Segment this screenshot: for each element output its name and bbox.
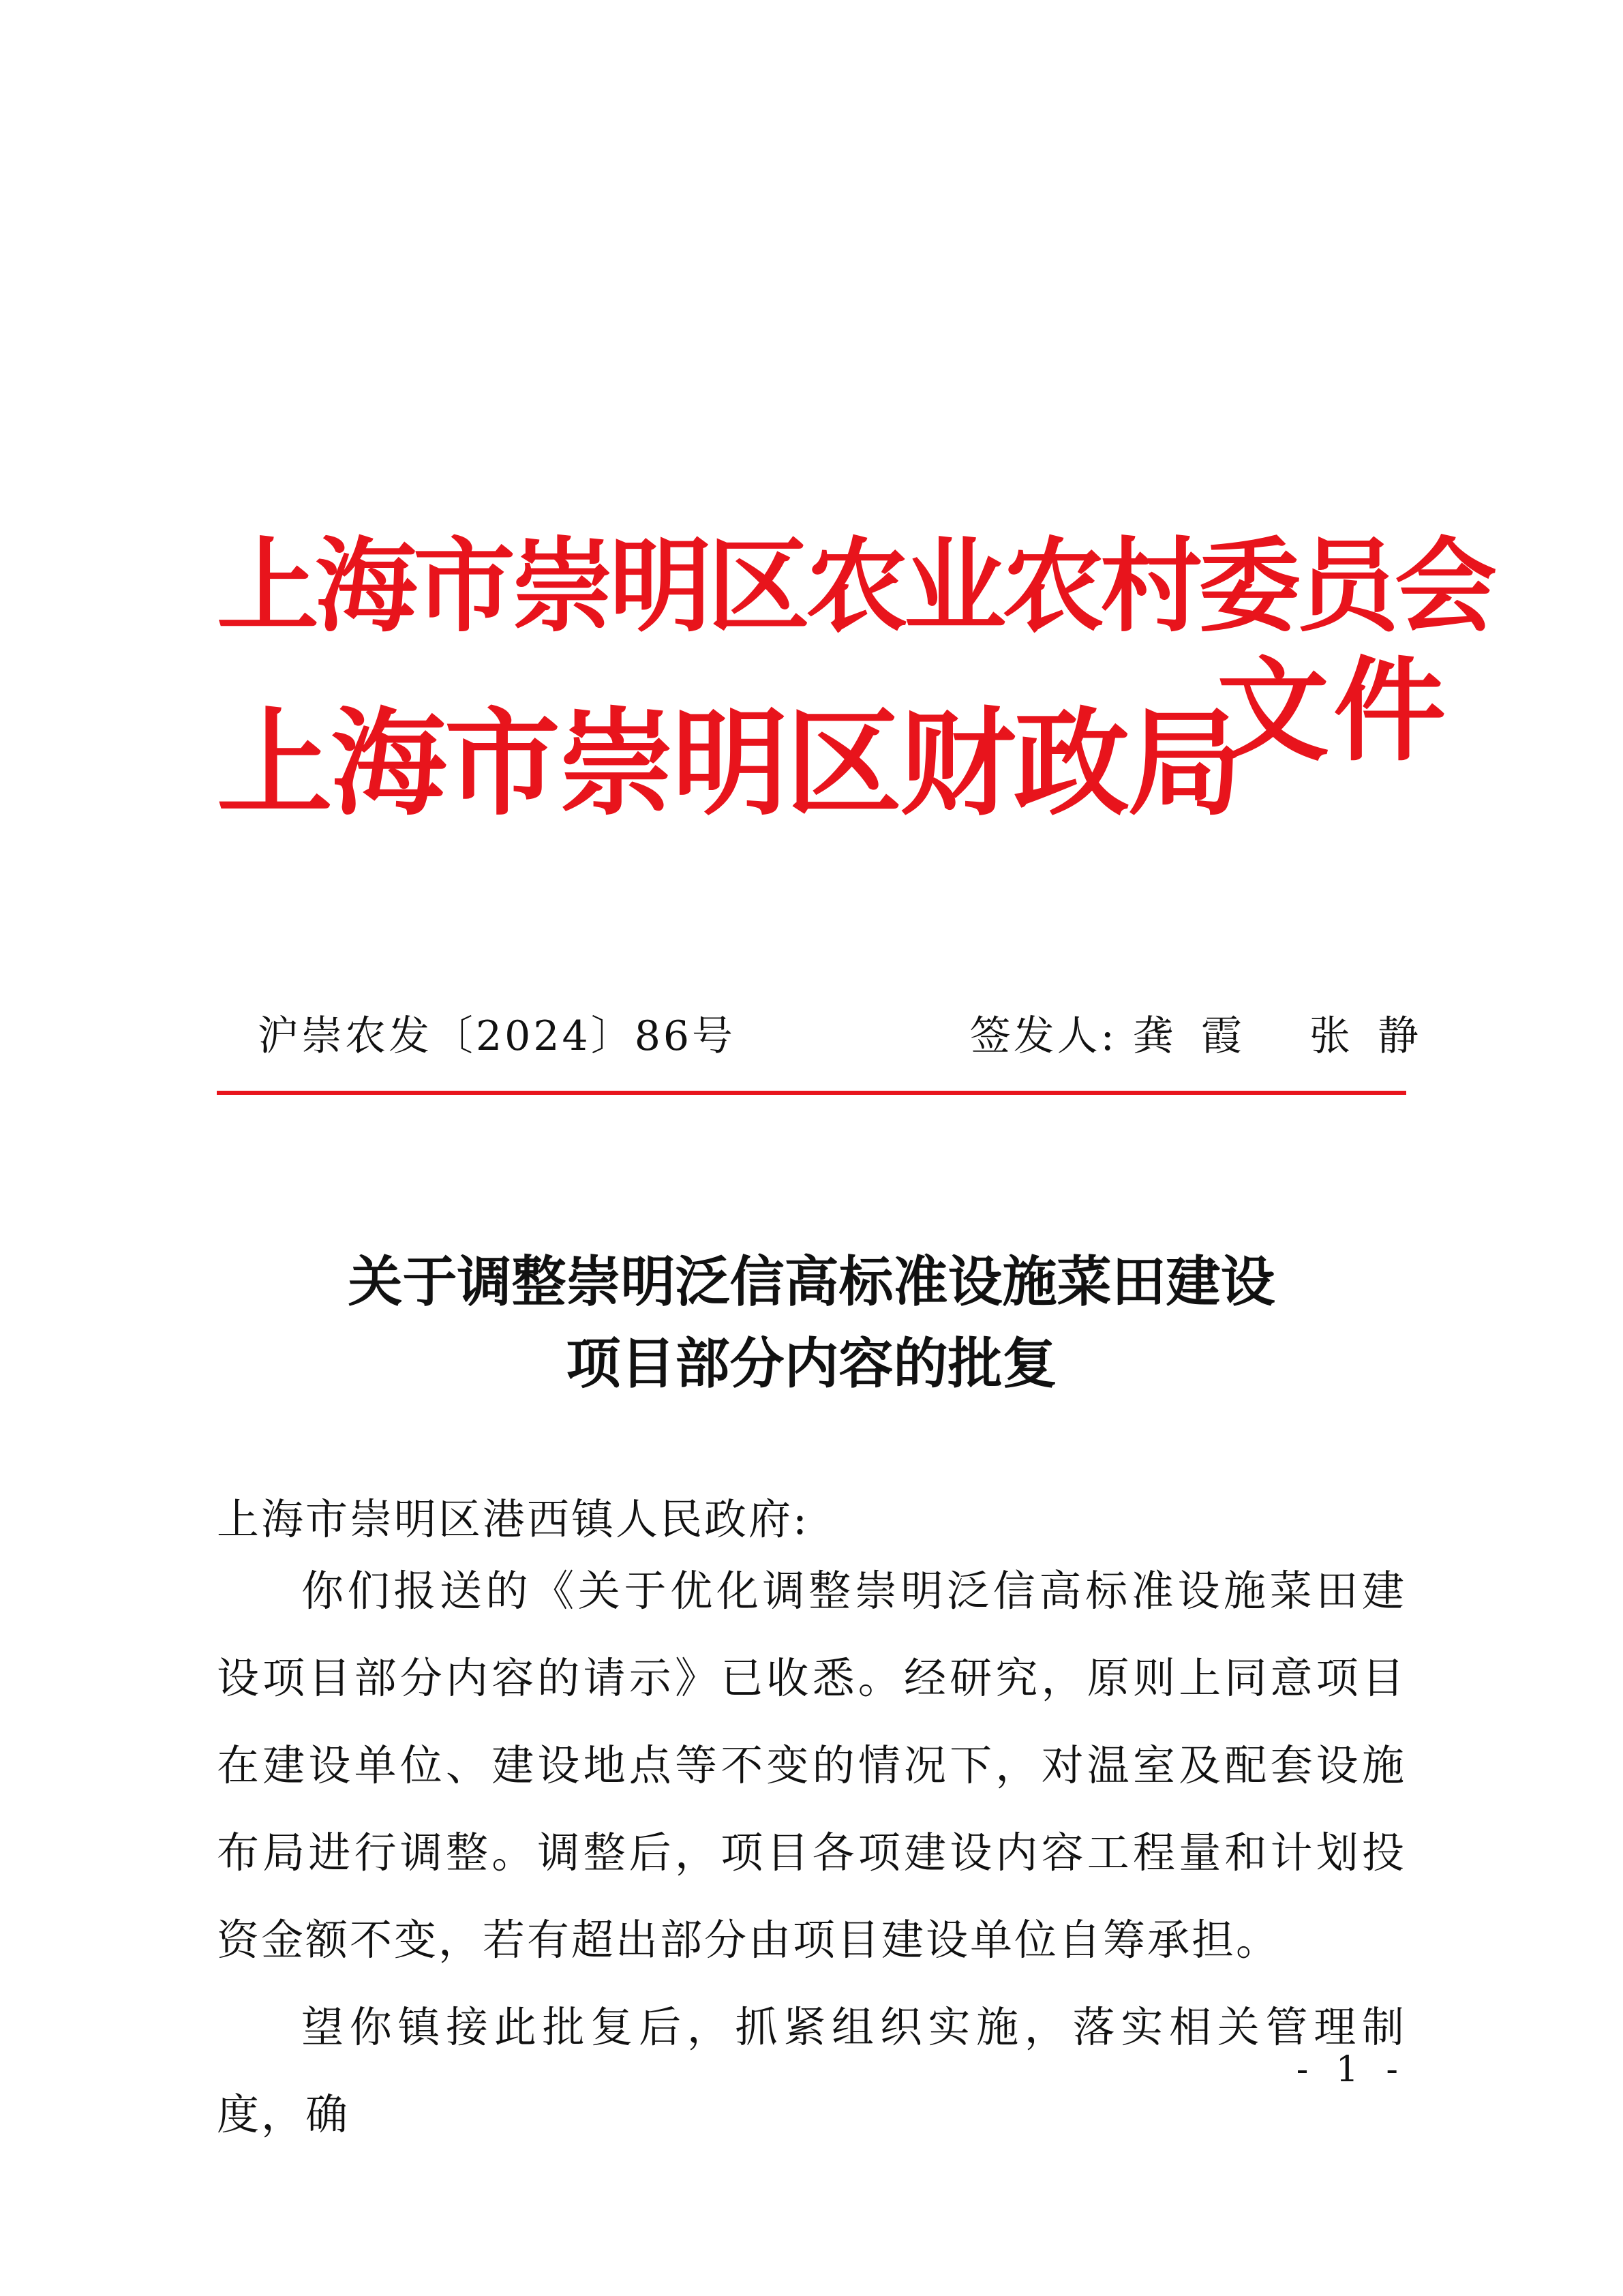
signer-line xyxy=(969,1012,1446,1060)
document-type-label: 文件 xyxy=(1217,644,1450,776)
body-paragraph-2: 望你镇接此批复后，抓紧组织实施，落实相关管理制度，确 xyxy=(217,2002,1406,2139)
red-divider-rule xyxy=(217,1091,1406,1095)
document-number: 沪崇农发〔2024〕86号 xyxy=(258,1012,736,1060)
body-paragraph-1: 你们报送的《关于优化调整崇明泛信高标准设施菜田建设项目部分内容的请示》已收悉。经研究，原则上同意项目在建设单位、建设地点等不变的情况下，对温室及配套设施布局进行调整。调整后，项目各项建设内容工程量和计划投资金额不变，若有超出部分由项目建设单位自筹承担。 xyxy=(217,1566,1406,1965)
signer-names: 龚霞 张静 xyxy=(1132,1012,1446,1060)
signer-label: 签发人: xyxy=(969,1012,1117,1060)
document-title-line-2: 项目部分内容的批复 xyxy=(566,1331,1057,1395)
issuer-agriculture-committee: 上海市崇明区农业农村委员会 xyxy=(217,526,1493,646)
addressee: 上海市崇明区港西镇人民政府: xyxy=(217,1494,809,1544)
document-title-line-1: 关于调整崇明泛信高标准设施菜田建设 xyxy=(348,1250,1275,1314)
page-number: - 1 - xyxy=(1296,2049,1406,2090)
issuer-finance-bureau: 上海市崇明区财政局 xyxy=(217,695,1242,832)
